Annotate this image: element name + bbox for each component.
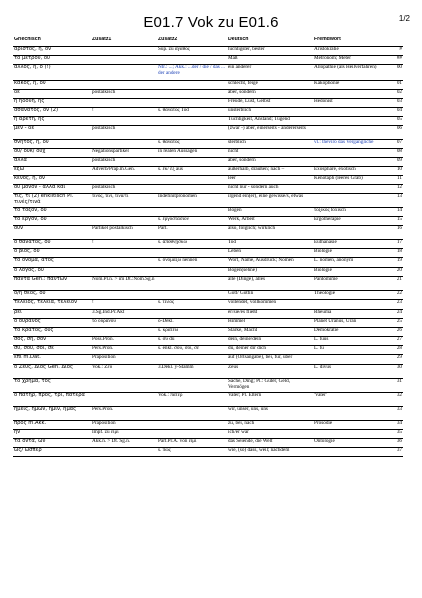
table-row: [13, 149, 403, 158]
greek-cell: ὁ οὐρανός: [13, 319, 91, 328]
table-row: [13, 126, 403, 140]
german-cell: Bogen: [227, 208, 313, 217]
loanword-cell: [313, 407, 393, 421]
table-row: [13, 439, 403, 448]
table-row: [13, 310, 403, 319]
row-marker: 05: [393, 117, 403, 126]
row-marker: 02: [393, 90, 403, 99]
loanword-cell: Pantomime: [313, 277, 393, 291]
note1-cell: [91, 217, 157, 226]
row-marker: 36: [393, 439, 403, 448]
note2-cell: [157, 277, 227, 291]
row-marker: 19: [393, 258, 403, 268]
note1-cell: Impf. zu εἰμί: [91, 430, 157, 439]
note2-cell: [157, 81, 227, 90]
row-marker: 18: [393, 249, 403, 258]
note2-cell: Indefinitpronomen: [157, 194, 227, 208]
german-cell: tüchtigster, bester: [227, 47, 313, 56]
note2-cell: s. τέλος: [157, 300, 227, 310]
greek-cell: μέν - δέ: [13, 126, 91, 140]
greek-cell: ἡ ἡδονή, ῆς: [13, 99, 91, 108]
german-cell: zu, bei, nach: [227, 421, 313, 430]
greek-cell: οὐ μόνον - ἀλλὰ καί: [13, 185, 91, 194]
loanword-cell: [313, 448, 393, 457]
table-row: [13, 47, 403, 56]
note2-cell: [157, 117, 227, 126]
greek-cell: ἄριστος, η, ον: [13, 47, 91, 56]
greek-cell: σύ, σοῦ, σοί, σέ: [13, 346, 91, 355]
german-cell: Tod: [227, 240, 313, 249]
table-row: [13, 365, 403, 379]
german-cell: Leben: [227, 249, 313, 258]
greek-cell: ἡμεῖς, ἡμῶν, ἡμῖν, ἡμᾶς: [13, 407, 91, 421]
greek-cell: τὸ χρῆμα, τος: [13, 379, 91, 393]
note1-cell: [91, 393, 157, 407]
row-marker: 27: [393, 337, 403, 346]
table-row: [13, 249, 403, 258]
row-marker: 25: [393, 319, 403, 328]
greek-cell: ὡς/ ὥσπερ: [13, 448, 91, 457]
table-row: [13, 140, 403, 149]
row-marker: 04: [393, 108, 403, 117]
table-row: [13, 268, 403, 277]
greek-cell: ἀλλά: [13, 158, 91, 167]
loanword-cell: [313, 126, 393, 140]
row-marker: 30: [393, 365, 403, 379]
table-row: [13, 337, 403, 346]
german-cell: Himmel: [227, 319, 313, 328]
greek-cell: τὸ μέτρον, ου: [13, 56, 91, 65]
note2-cell: [157, 158, 227, 167]
table-row: [13, 407, 403, 421]
loanword-cell: Prosodie: [313, 421, 393, 430]
note1-cell: [91, 140, 157, 149]
row-marker: 08: [393, 149, 403, 158]
note1-cell: Poss.Pron.: [91, 337, 157, 346]
row-marker: 22: [393, 291, 403, 300]
loanword-cell: Demokratie: [313, 328, 393, 337]
note1-cell: [91, 291, 157, 300]
table-row: [13, 99, 403, 108]
greek-cell: ἡ ἀρετή, ῆς: [13, 117, 91, 126]
note1-cell: Vok.: Ζεῦ: [91, 365, 157, 379]
german-cell: (zwar -) aber, einerseits - andererseits: [227, 126, 313, 140]
note2-cell: [157, 421, 227, 430]
german-cell: auf (Ortsangabe), bei, für, über: [227, 355, 313, 365]
note2-cell: [157, 310, 227, 319]
loanword-cell: [313, 379, 393, 393]
loanword-cell: [313, 90, 393, 99]
row-marker: 24: [393, 310, 403, 319]
greek-cell: τὸ τόξον, ου: [13, 208, 91, 217]
greek-cell: τὸ κράτος, ους: [13, 328, 91, 337]
german-cell: Stärke, Macht: [227, 328, 313, 337]
note1-cell: postalkisch: [91, 158, 157, 167]
loanword-cell: [313, 355, 393, 365]
table-row: [13, 421, 403, 430]
note2-cell: [157, 355, 227, 365]
row-marker: 06: [393, 126, 403, 140]
note2-cell: [157, 208, 227, 217]
greek-cell: ἀθάνατος, ον (2): [13, 108, 91, 117]
note1-cell: Partikel postalkisch: [91, 226, 157, 240]
loanword-cell: Aristokratie: [313, 47, 393, 56]
note1-cell: [91, 176, 157, 185]
loanword-cell: L. tu: [313, 346, 393, 355]
german-cell: wir, unser, uns, uns: [227, 407, 313, 421]
greek-cell: ὁ Ζεύς, Διός Gen. Διός: [13, 365, 91, 379]
table-header-row: [13, 37, 403, 47]
note2-cell: [157, 185, 227, 194]
table-row: [13, 300, 403, 310]
note2-cell: Part.: [157, 226, 227, 240]
note1-cell: Präposition: [91, 355, 157, 365]
german-cell: Vater; Pl. Eltern: [227, 393, 313, 407]
loanword-cell: τοξικός toxisch: [313, 208, 393, 217]
loanword-cell: Rheuma: [313, 310, 393, 319]
page-number: 1/2: [398, 14, 410, 23]
loanword-cell: [313, 226, 393, 240]
loanword-cell: [313, 300, 393, 310]
note1-cell: [91, 65, 157, 81]
greek-cell: ἔξω: [13, 167, 91, 176]
row-marker: 16: [393, 226, 403, 240]
german-cell: Maß: [227, 56, 313, 65]
table-row: [13, 277, 403, 291]
note1-cell: postalkisch: [91, 90, 157, 99]
column-header: Fremdwort: [313, 37, 393, 47]
vocabulary-table: [13, 37, 403, 457]
note2-cell: s. ὀνομάζω nennen: [157, 258, 227, 268]
row-marker: #: [393, 47, 403, 56]
german-cell: ich/er war: [227, 430, 313, 439]
row-marker: 00: [393, 65, 403, 81]
row-marker: 35: [393, 430, 403, 439]
loanword-cell: [313, 108, 393, 117]
column-header: [393, 37, 403, 47]
loanword-cell: vl.: theviro das Vergängliche: [313, 140, 393, 149]
row-marker: 07: [393, 140, 403, 149]
greek-cell: ὁ πατήρ, πρός, τρί, πατέρα: [13, 393, 91, 407]
german-cell: aber, sondern: [227, 90, 313, 99]
column-header: Griechisch: [13, 37, 91, 47]
german-cell: dein, deine/dein: [227, 337, 313, 346]
table-row: [13, 208, 403, 217]
note2-cell: s. θάνατος: [157, 140, 227, 149]
note2-cell: Ntr.: ...; Akk.: ...der / die / das ... der andere: [157, 65, 227, 81]
table-row: [13, 448, 403, 457]
row-marker: 01: [393, 81, 403, 90]
row-marker: 14: [393, 208, 403, 217]
note1-cell: [91, 81, 157, 90]
note2-cell: [157, 176, 227, 185]
note1-cell: τινός, τινί, τινά/τι: [91, 194, 157, 208]
row-marker: 20: [393, 268, 403, 277]
note1-cell: 3.Sg.Ind.Pr.Akt: [91, 310, 157, 319]
note2-cell: [157, 99, 227, 108]
loanword-cell: 'Vater': [313, 393, 393, 407]
note2-cell: s. ἐργοστάσιον: [157, 217, 227, 226]
note2-cell: [157, 291, 227, 300]
row-marker: 23: [393, 300, 403, 310]
note1-cell: [91, 448, 157, 457]
note1-cell: [91, 117, 157, 126]
row-marker: 10: [393, 167, 403, 176]
table-row: [13, 217, 403, 226]
note2-cell: [157, 90, 227, 99]
table-row: [13, 430, 403, 439]
loanword-cell: [313, 149, 393, 158]
table-row: [13, 226, 403, 240]
greek-cell: πάντα Gen.: πάντων: [13, 277, 91, 291]
table-row: [13, 90, 403, 99]
german-cell: schlecht, feige: [227, 81, 313, 90]
note2-cell: s. θάνατος Tod: [157, 108, 227, 117]
loanword-cell: Allopathie (als Heilverfahren): [313, 65, 393, 81]
note1-cell: Adverb/Präp.m.Gen.: [91, 167, 157, 176]
greek-cell: κενός, ή, όν: [13, 176, 91, 185]
row-marker: 21: [393, 277, 403, 291]
note2-cell: [157, 268, 227, 277]
loanword-cell: Kakophonie: [313, 81, 393, 90]
loanword-cell: L. tuus: [313, 337, 393, 346]
loanword-cell: Biologie: [313, 249, 393, 258]
row-marker: 09: [393, 158, 403, 167]
german-cell: nicht nur - sondern auch: [227, 185, 313, 194]
table-row: [13, 393, 403, 407]
loanword-cell: Kenotaph (leeres Grab): [313, 176, 393, 185]
loanword-cell: L. nomen, anonym: [313, 258, 393, 268]
note1-cell: !: [91, 300, 157, 310]
german-cell: Werk, Arbeit: [227, 217, 313, 226]
note2-cell: s. κρατέω: [157, 328, 227, 337]
greek-cell: ὁ βίος, ου: [13, 249, 91, 258]
table-row: [13, 117, 403, 126]
note1-cell: [91, 268, 157, 277]
row-marker: 28: [393, 346, 403, 355]
table-row: [13, 355, 403, 365]
loanword-cell: Biologie: [313, 268, 393, 277]
greek-cell: ὁ λόγος, ου: [13, 268, 91, 277]
german-cell: nicht: [227, 149, 313, 158]
note1-cell: Nom.Pl.n. > im Dt.:Nom.Sg.n: [91, 277, 157, 291]
loanword-cell: Ontologie: [313, 439, 393, 448]
greek-cell: ὁ/ἡ θεός, οῦ: [13, 291, 91, 300]
table-row: [13, 194, 403, 208]
note2-cell: s. πῶς: [157, 448, 227, 457]
note1-cell: !: [91, 108, 157, 117]
german-cell: sterblich: [227, 140, 313, 149]
note2-cell: [157, 126, 227, 140]
note1-cell: τὸ οὐρανοῦ: [91, 319, 157, 328]
note2-cell: Sup. zu ἀγαθός: [157, 47, 227, 56]
row-marker: 12: [393, 185, 403, 194]
german-cell: ein anderer: [227, 65, 313, 81]
greek-cell: δέ: [13, 90, 91, 99]
loanword-cell: [313, 185, 393, 194]
greek-cell: ἄλλος, η, ο (!): [13, 65, 91, 81]
german-cell: außerhalb, draußen; nach –: [227, 167, 313, 176]
note2-cell: [157, 249, 227, 258]
note1-cell: !: [91, 240, 157, 249]
note1-cell: [91, 47, 157, 56]
german-cell: also, folglich; wirklich: [227, 226, 313, 240]
greek-cell: θνητός, ή, όν: [13, 140, 91, 149]
note1-cell: [91, 99, 157, 108]
loanword-cell: [313, 117, 393, 126]
loanword-cell: L. divus: [313, 365, 393, 379]
table-row: [13, 319, 403, 328]
note2-cell: [157, 379, 227, 393]
table-row: [13, 346, 403, 355]
note2-cell: 3.Dekl. y-Stamm: [157, 365, 227, 379]
note1-cell: [91, 379, 157, 393]
german-cell: Gott/ Göttin: [227, 291, 313, 300]
row-marker: 26: [393, 328, 403, 337]
loanword-cell: Ergotherapie: [313, 217, 393, 226]
greek-cell: ῥεῖ: [13, 310, 91, 319]
note1-cell: postalkisch: [91, 185, 157, 194]
german-cell: Zeus: [227, 365, 313, 379]
german-cell: vollendet, vollkommen: [227, 300, 313, 310]
german-cell: Bogen(sehne): [227, 268, 313, 277]
note2-cell: s. ἀποθνῄσκω: [157, 240, 227, 249]
german-cell: er/sie/es fließt: [227, 310, 313, 319]
row-marker: 29: [393, 355, 403, 365]
greek-cell: ὁ θάνατος, ου: [13, 240, 91, 249]
greek-cell: τὸ ὄνομα, ατος: [13, 258, 91, 268]
column-header: Zusatz1: [91, 37, 157, 47]
note2-cell: o-Dekl.: [157, 319, 227, 328]
loanword-cell: Planet Uranus, Uran: [313, 319, 393, 328]
german-cell: leer: [227, 176, 313, 185]
table-row: [13, 291, 403, 300]
note2-cell: s. enkl. σου, σοι, σε: [157, 346, 227, 355]
note2-cell: s. ἐκ/ ἐξ aus: [157, 167, 227, 176]
german-cell: das Seiende, die Welt: [227, 439, 313, 448]
note2-cell: [157, 56, 227, 65]
loanword-cell: [313, 194, 393, 208]
note2-cell: [157, 430, 227, 439]
greek-cell: ἐπί m.Dat.: [13, 355, 91, 365]
greek-cell: τὸ ἔργον, ου: [13, 217, 91, 226]
german-cell: Tüchtigkeit, Anstand; Tugend: [227, 117, 313, 126]
loanword-cell: Hedonist: [313, 99, 393, 108]
note1-cell: Negationspartikel: [91, 149, 157, 158]
german-cell: wie, (so) dass, weil; nachdem: [227, 448, 313, 457]
row-marker: 15: [393, 217, 403, 226]
note1-cell: [91, 208, 157, 217]
note1-cell: Pers.Pron.: [91, 407, 157, 421]
row-marker: 03: [393, 99, 403, 108]
german-cell: unsterblich: [227, 108, 313, 117]
note1-cell: [91, 56, 157, 65]
table-row: [13, 328, 403, 337]
german-cell: aber, sondern: [227, 158, 313, 167]
row-marker: 37: [393, 448, 403, 457]
row-marker: 33: [393, 407, 403, 421]
note1-cell: Pers.Pron.: [91, 346, 157, 355]
table-row: [13, 56, 403, 65]
table-row: [13, 176, 403, 185]
note2-cell: s. σύ du: [157, 337, 227, 346]
table-row: [13, 108, 403, 117]
greek-cell: σός, σή, σόν: [13, 337, 91, 346]
row-marker: 11: [393, 176, 403, 185]
table-body: [13, 47, 403, 457]
note1-cell: [91, 258, 157, 268]
row-marker: 17: [393, 240, 403, 249]
greek-cell: ἦν: [13, 430, 91, 439]
loanword-cell: Euthanasie: [313, 240, 393, 249]
greek-cell: πρός m.Akk.: [13, 421, 91, 430]
german-cell: Freude, Lust, Gelbst: [227, 99, 313, 108]
row-marker: 13: [393, 194, 403, 208]
note2-cell: Part.Pr.A. von εἰμί: [157, 439, 227, 448]
german-cell: du, deiner dir dich: [227, 346, 313, 355]
table-row: [13, 258, 403, 268]
greek-cell: οὖν: [13, 226, 91, 240]
table-row: [13, 158, 403, 167]
note1-cell: Präposition: [91, 421, 157, 430]
german-cell: Wort, Name, Ausdruck; Nomen: [227, 258, 313, 268]
note1-cell: Akk.n. > Dt. Sg.n.: [91, 439, 157, 448]
table-row: [13, 167, 403, 176]
german-cell: irgend ein(er), eine gewisse/s, etwas: [227, 194, 313, 208]
table-row: [13, 65, 403, 81]
loanword-cell: [313, 430, 393, 439]
note2-cell: [157, 407, 227, 421]
table-row: [13, 240, 403, 249]
loanword-cell: [313, 158, 393, 167]
loanword-cell: Exosphäre, exotisch: [313, 167, 393, 176]
table-row: [13, 81, 403, 90]
page-title: E01.7 Vok zu E01.6: [143, 14, 279, 31]
note1-cell: postalkisch: [91, 126, 157, 140]
greek-cell: οὐ/ οὐκ/ οὐχ: [13, 149, 91, 158]
table-row: [13, 379, 403, 393]
row-marker: 32: [393, 393, 403, 407]
note1-cell: [91, 328, 157, 337]
greek-cell: τις, τι (2) enklitisch Pl. τινές/τινά: [13, 194, 91, 208]
table-row: [13, 185, 403, 194]
row-marker: ##: [393, 56, 403, 65]
loanword-cell: Metronom; Meter: [313, 56, 393, 65]
row-marker: 34: [393, 421, 403, 430]
note1-cell: [91, 249, 157, 258]
row-marker: 31: [393, 379, 403, 393]
german-cell: Sache, Ding; Pl.: Güter, Geld, Vermögen: [227, 379, 313, 393]
greek-cell: τέλειος, τελεία, τέλειον: [13, 300, 91, 310]
loanword-cell: Theologie: [313, 291, 393, 300]
greek-cell: κακός, ή, όν: [13, 81, 91, 90]
note2-cell: in realen Aussagen: [157, 149, 227, 158]
column-header: Deutsch: [227, 37, 313, 47]
greek-cell: τὰ ὄντα, ων: [13, 439, 91, 448]
note2-cell: Vok.: πάτερ: [157, 393, 227, 407]
column-header: Zusatz2: [157, 37, 227, 47]
german-cell: alle (Dinge), alles: [227, 277, 313, 291]
